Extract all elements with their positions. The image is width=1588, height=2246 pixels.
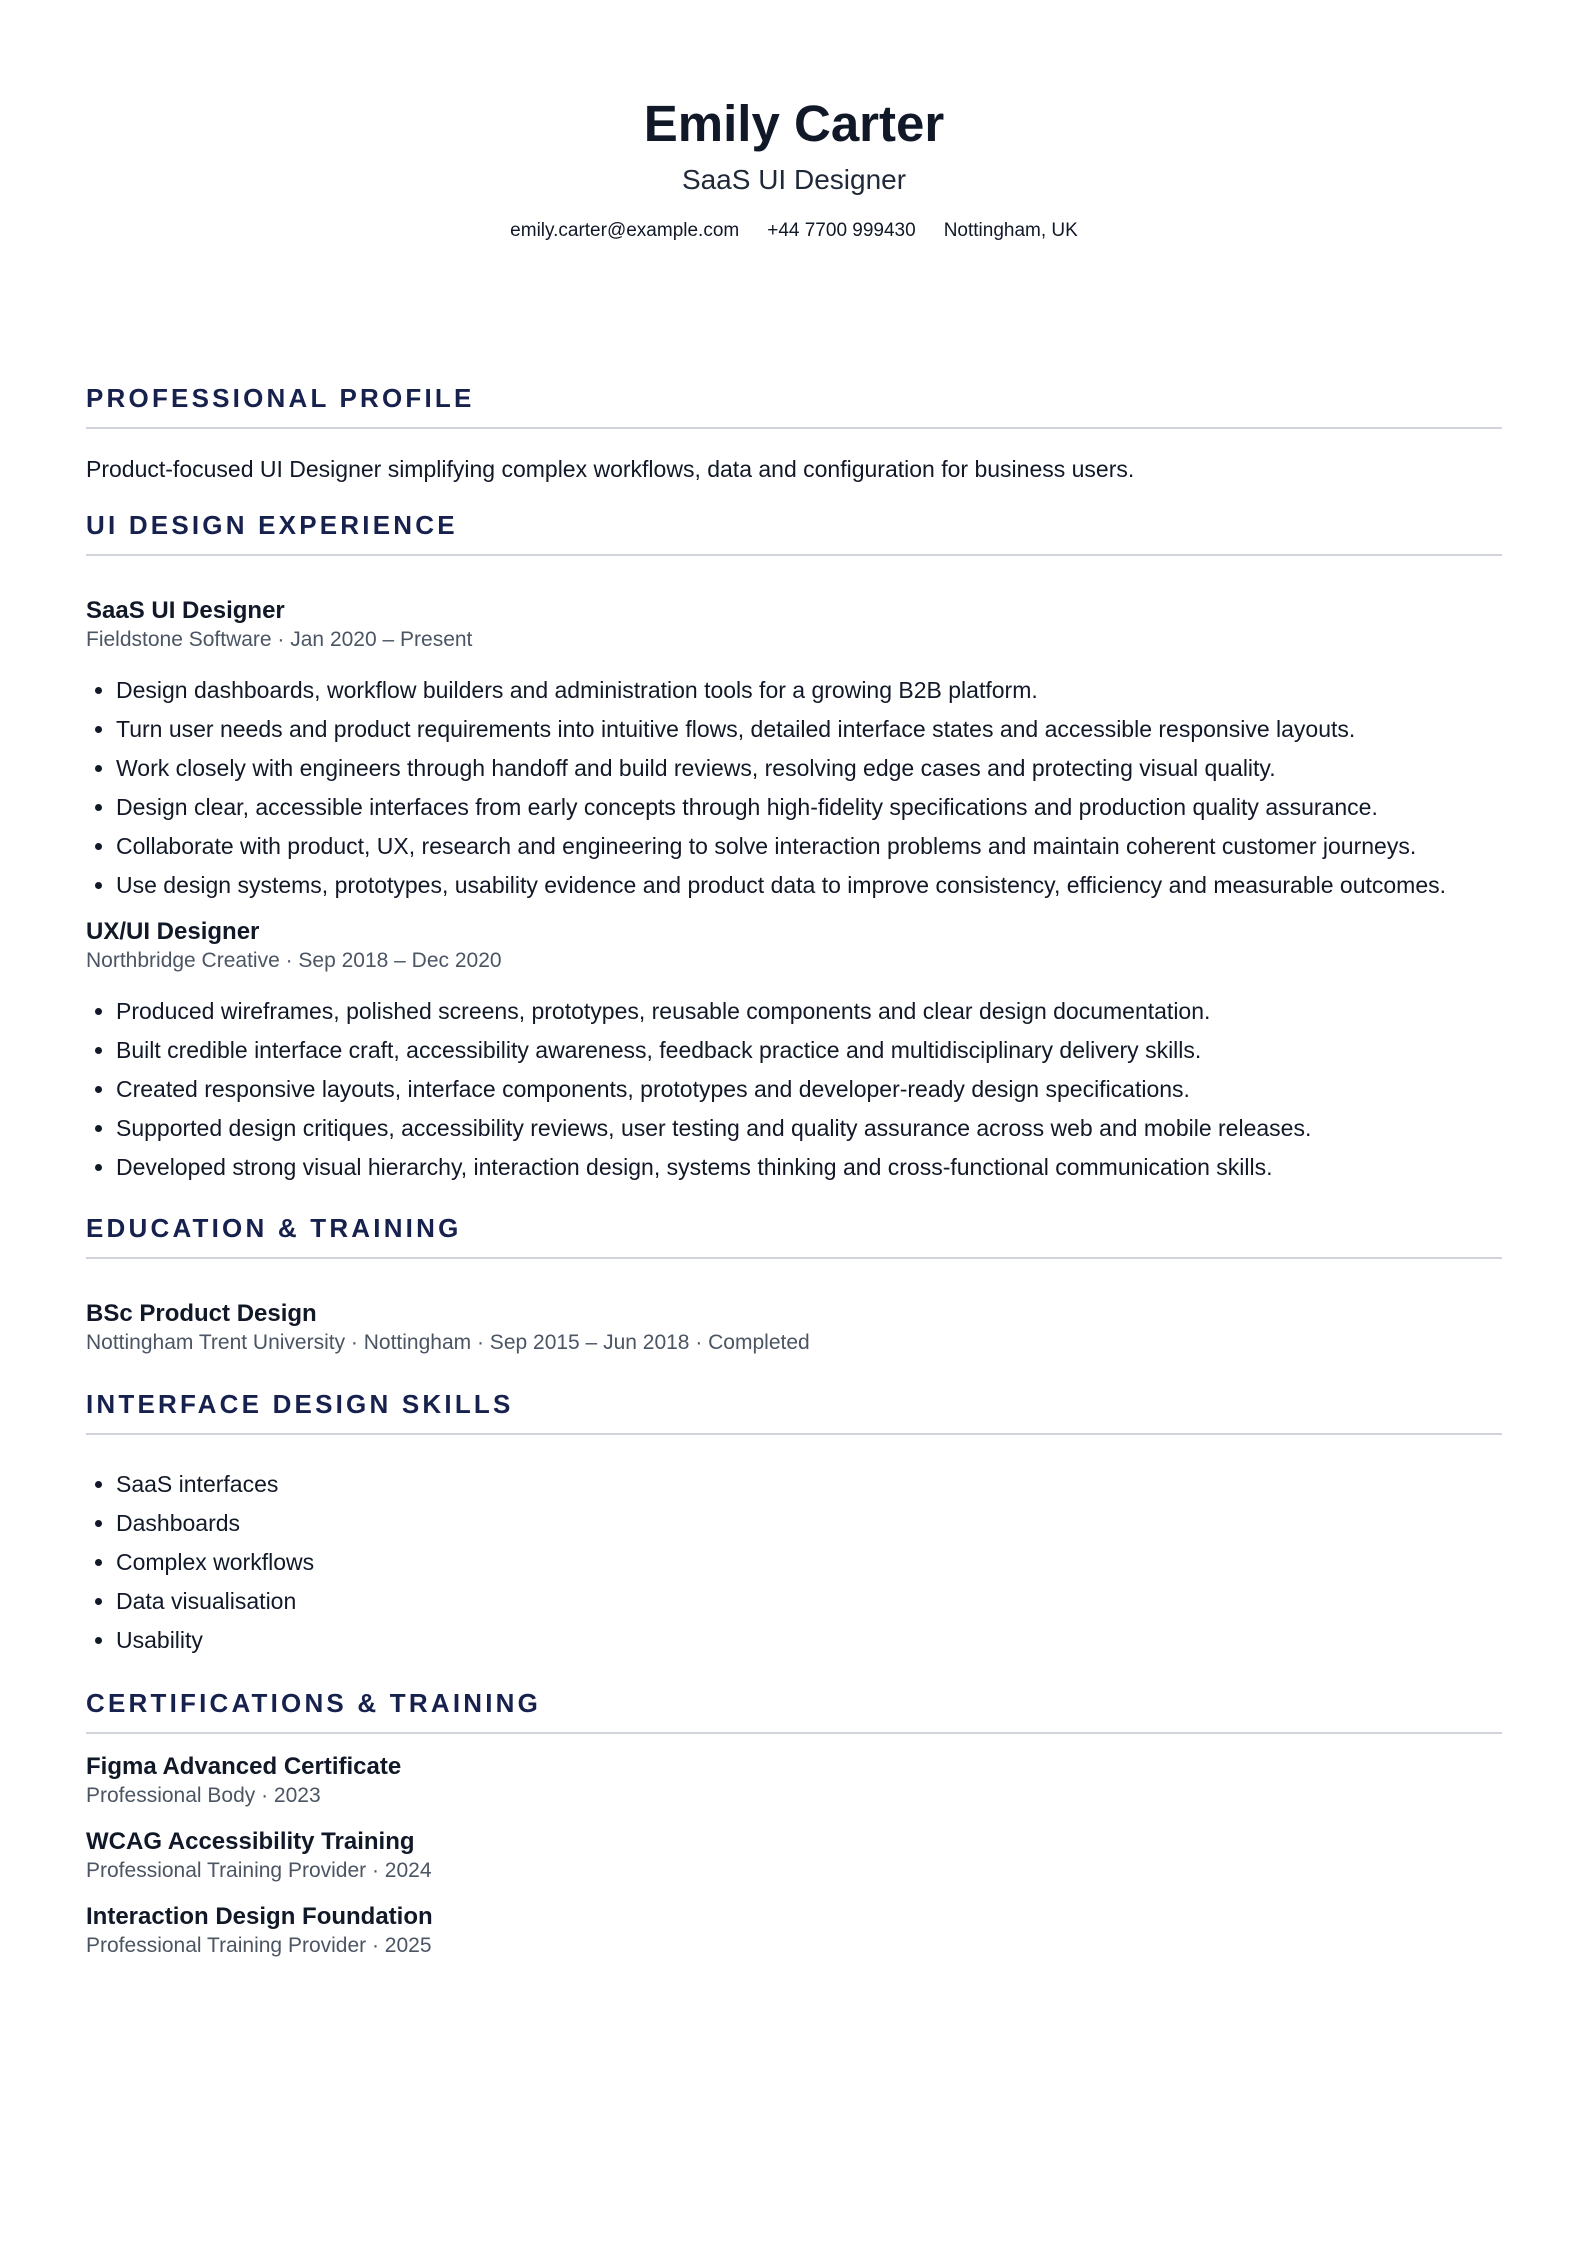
section-title-experience: UI DESIGN EXPERIENCE xyxy=(86,510,458,540)
skills-section xyxy=(86,1387,1502,1660)
contact-line xyxy=(86,218,1502,244)
education-section xyxy=(86,1211,1502,1357)
job-meta: Northbridge Creative · Sep 2018 – Dec 2020 xyxy=(86,949,502,972)
certification-name: Interaction Design Foundation xyxy=(86,1903,433,1930)
job-bullet: • Produced wireframes, polished screens, prototypes, reusable components and clear design documentation. xyxy=(116,992,1502,1031)
candidate-name: Emily Carter xyxy=(643,95,945,152)
profile-summary: Product-focused UI Designer simplifying complex workflows, data and configuration for business users. xyxy=(86,456,1135,482)
certification-name: WCAG Accessibility Training xyxy=(86,1828,415,1855)
contact-location: Nottingham, UK xyxy=(943,220,1078,241)
resume-header xyxy=(86,0,1502,244)
skill-item: • Usability xyxy=(116,1621,1502,1660)
section-title-skills: INTERFACE DESIGN SKILLS xyxy=(86,1389,514,1419)
certification-entry xyxy=(86,1752,1502,1810)
skills-list xyxy=(86,1465,1502,1660)
job-bullet: • Work closely with engineers through handoff and build reviews, resolving edge cases and protecting visual quality. xyxy=(116,749,1502,788)
profile-section xyxy=(86,381,1502,485)
job-meta: Fieldstone Software · Jan 2020 – Present xyxy=(86,628,473,651)
certification-entry xyxy=(86,1902,1502,1960)
job-bullet: • Use design systems, prototypes, usability evidence and product data to improve consistency, efficiency and measurable outcomes. xyxy=(116,866,1502,905)
education-degree: BSc Product Design xyxy=(86,1300,317,1327)
job-bullet: • Built credible interface craft, accessibility awareness, feedback practice and multidisciplinary delivery skills. xyxy=(116,1031,1502,1070)
job-role: SaaS UI Designer xyxy=(86,597,285,624)
job-bullet: • Collaborate with product, UX, research and engineering to solve interaction problems and maintain coherent customer journeys. xyxy=(116,827,1502,866)
job-bullet: • Created responsive layouts, interface components, prototypes and developer-ready design specifications. xyxy=(116,1070,1502,1109)
section-divider xyxy=(86,554,1502,556)
job-bullets xyxy=(86,992,1502,1187)
skill-item: • Data visualisation xyxy=(116,1582,1502,1621)
section-title-certifications: CERTIFICATIONS & TRAINING xyxy=(86,1688,542,1718)
section-title-profile: PROFESSIONAL PROFILE xyxy=(86,383,475,413)
education-meta: Nottingham Trent University · Nottingham · Sep 2015 – Jun 2018 · Completed xyxy=(86,1331,810,1354)
job-bullet: • Developed strong visual hierarchy, interaction design, systems thinking and cross-functional communication skills. xyxy=(116,1148,1502,1187)
skill-item: • SaaS interfaces xyxy=(116,1465,1502,1504)
section-divider xyxy=(86,1257,1502,1259)
certification-meta: Professional Training Provider · 2025 xyxy=(86,1934,432,1957)
job-bullet: • Design clear, accessible interfaces from early concepts through high-fidelity specifications and production quality assurance. xyxy=(116,788,1502,827)
skill-item: • Dashboards xyxy=(116,1504,1502,1543)
certification-entry xyxy=(86,1827,1502,1885)
contact-phone[interactable]: +44 7700 999430 xyxy=(767,220,916,241)
candidate-headline: SaaS UI Designer xyxy=(681,164,907,195)
job-role: UX/UI Designer xyxy=(86,918,260,945)
section-divider xyxy=(86,427,1502,429)
job-bullets xyxy=(86,671,1502,905)
education-entry xyxy=(86,1299,1502,1357)
certification-name: Figma Advanced Certificate xyxy=(86,1753,402,1780)
certification-meta: Professional Training Provider · 2024 xyxy=(86,1859,432,1882)
section-title-education: EDUCATION & TRAINING xyxy=(86,1213,462,1243)
skill-item: • Complex workflows xyxy=(116,1543,1502,1582)
job-entry xyxy=(86,917,1502,1187)
job-bullet: • Turn user needs and product requirements into intuitive flows, detailed interface states and accessible responsive layouts. xyxy=(116,710,1502,749)
contact-email[interactable]: emily.carter@example.com xyxy=(510,220,740,241)
section-divider xyxy=(86,1433,1502,1435)
job-entry xyxy=(86,596,1502,905)
job-bullet: • Design dashboards, workflow builders and administration tools for a growing B2B platform. xyxy=(116,671,1502,710)
experience-section xyxy=(86,508,1502,1187)
job-bullet: • Supported design critiques, accessibility reviews, user testing and quality assurance across web and mobile releases. xyxy=(116,1109,1502,1148)
section-divider xyxy=(86,1732,1502,1734)
certifications-section xyxy=(86,1686,1502,1960)
certification-meta: Professional Body · 2023 xyxy=(86,1784,321,1807)
